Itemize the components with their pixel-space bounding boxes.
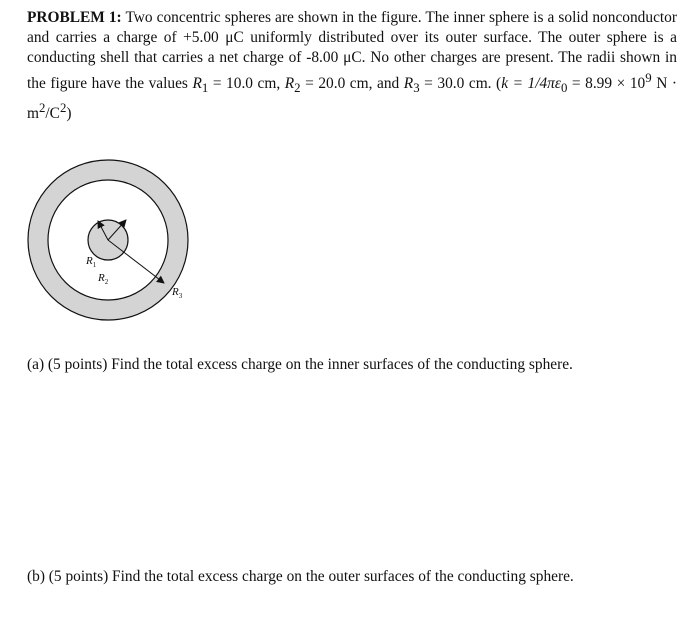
k-expression: k = 1/4πε bbox=[501, 75, 561, 93]
r1-symbol: R bbox=[192, 75, 202, 93]
c-units: /C bbox=[45, 105, 60, 123]
r3-subscript: 3 bbox=[413, 81, 420, 96]
r3-value: = 30.0 cm. ( bbox=[424, 75, 502, 93]
problem-title: PROBLEM 1: bbox=[27, 9, 122, 26]
r2-value: = 20.0 cm, and bbox=[305, 75, 404, 93]
r3-label: $R_3$ bbox=[172, 286, 183, 300]
r1-subscript: 1 bbox=[201, 81, 209, 96]
close-paren: ) bbox=[66, 105, 72, 123]
r2-subscript: 2 bbox=[294, 81, 301, 96]
r1-label: $R_1$ bbox=[86, 255, 97, 269]
k-exponent: 9 bbox=[645, 71, 652, 85]
problem-text: Two concentric spheres are shown in the figure. The inner sphere is a solid nonconductor and carries a charge of +5.00 μC uniformly distributed over its outer surface. The outer sphere is a conducting shell that carries a net charge of -8.00 μC. No other charges are present. The radii shown in the figure have the values bbox=[27, 9, 677, 93]
c-exponent: 2 bbox=[59, 101, 67, 116]
m-exponent: 2 bbox=[38, 101, 46, 116]
epsilon-subscript: 0 bbox=[560, 81, 568, 96]
concentric-spheres-figure bbox=[24, 148, 204, 328]
problem-statement bbox=[27, 8, 677, 124]
r2-label: $R_2$ bbox=[98, 272, 109, 286]
r1-value: = 10.0 cm, bbox=[212, 75, 285, 93]
question-b: (b) (5 points) Find the total excess charge on the outer surfaces of the conducting sphere. bbox=[27, 568, 574, 585]
r2-symbol: R bbox=[284, 75, 295, 93]
spheres-diagram bbox=[24, 148, 204, 328]
question-a: (a) (5 points) Find the total excess charge on the inner surfaces of the conducting sphere. bbox=[27, 356, 573, 373]
k-value: = 8.99 × 10 bbox=[567, 75, 646, 93]
r3-symbol: R bbox=[403, 75, 414, 93]
k-units: N · m bbox=[27, 75, 677, 123]
